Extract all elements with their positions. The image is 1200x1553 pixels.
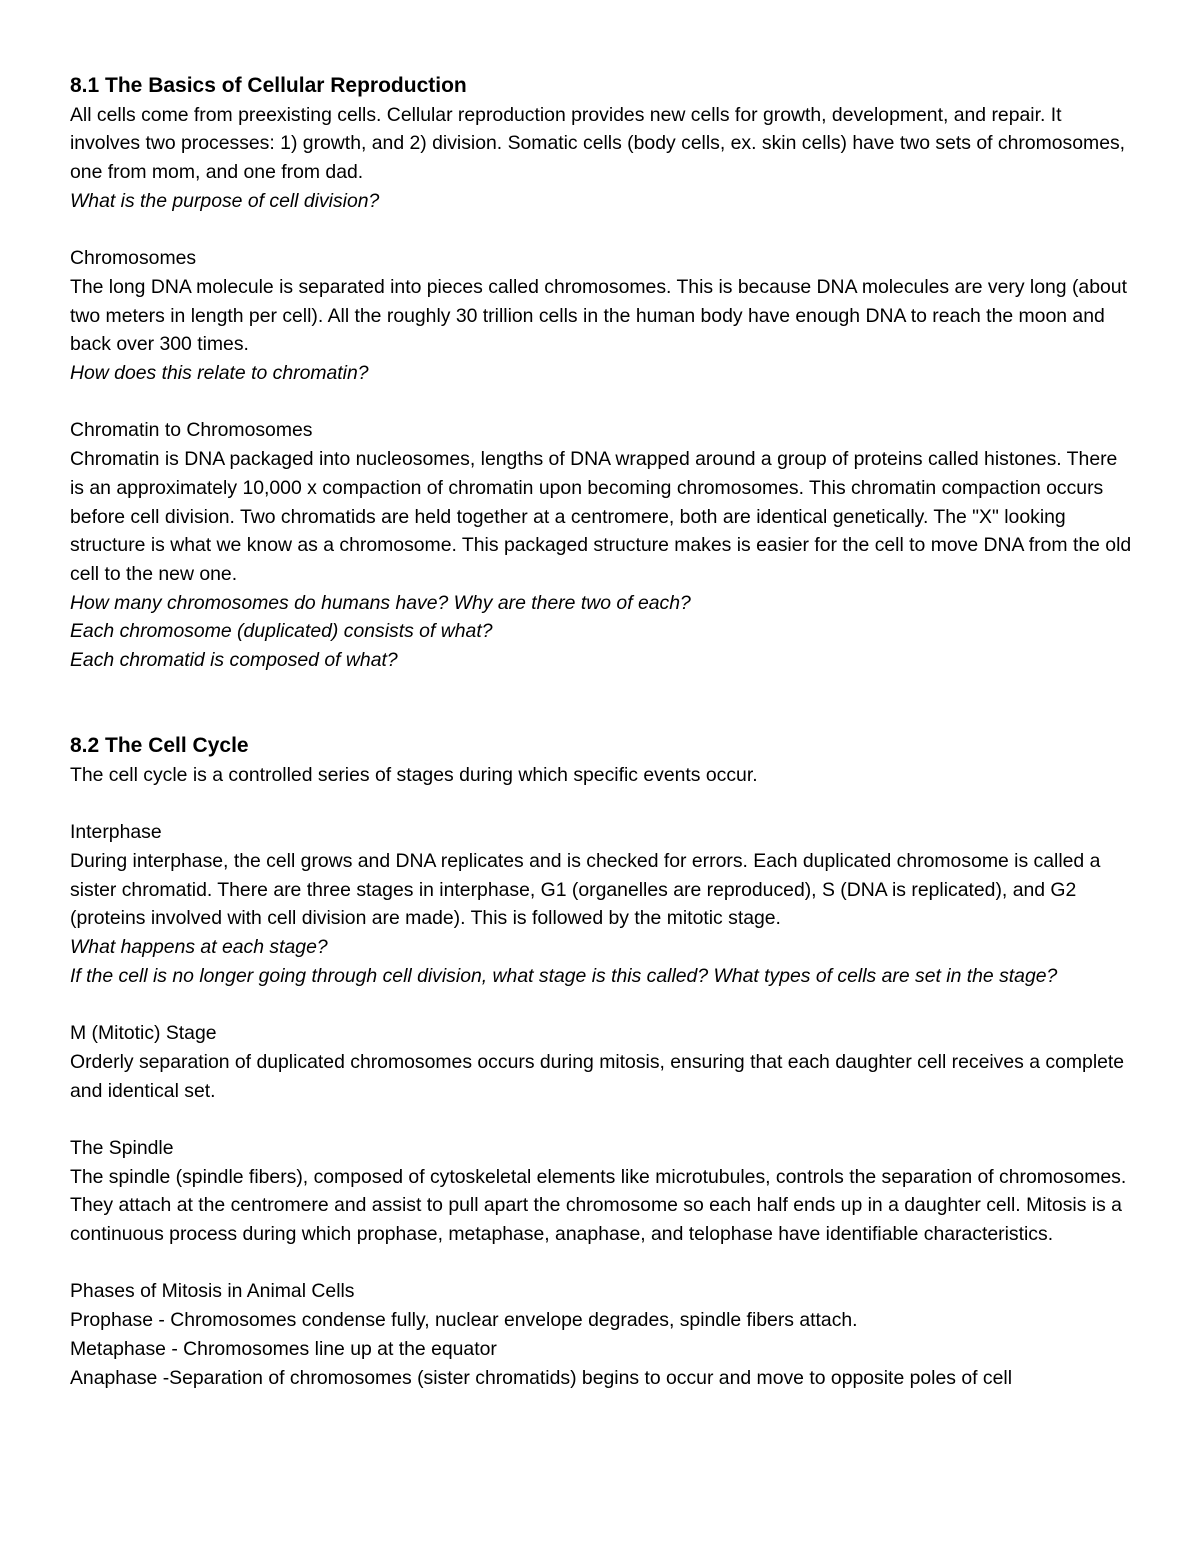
chromatin-question-2: Each chromosome (duplicated) consists of what? [70, 620, 493, 643]
phase-prophase: Prophase - Chromosomes condense fully, nuclear envelope degrades, spindle fibers attach. [70, 1309, 858, 1332]
chromatin-question-3: Each chromatid is composed of what? [70, 649, 398, 672]
chromatin-question-1: How many chromosomes do humans have? Why are there two of each? [70, 591, 691, 614]
chromosomes-body: The long DNA molecule is separated into pieces called chromosomes. This is because DNA molecules are very long (about two meters in length per cell). All the roughly 30 trillion cells in the human body have enough DNA to reach the moon and back over 300 times. [70, 275, 1127, 356]
spacer [70, 1249, 1135, 1278]
interphase-body: During interphase, the cell grows and DNA replicates and is checked for errors. Each duplicated chromosome is called a sister chromatid. There are three stages in interphase, G1 (organelles are reproduced), S (DNA is replicated), and G2 (proteins involved with cell division are made). This is followed by the mitotic stage. [70, 849, 1101, 930]
section-8-1-question: What is the purpose of cell division? [70, 189, 380, 212]
chromatin-heading: Chromatin to Chromosomes [70, 419, 313, 442]
mitotic-body: Orderly separation of duplicated chromosomes occurs during mitosis, ensuring that each daughter cell receives a complete and identical set. [70, 1050, 1125, 1102]
mitotic-heading: M (Mitotic) Stage [70, 1022, 217, 1045]
interphase-question-2: If the cell is no longer going through cell division, what stage is this called? What types of cells are set in the stage? [70, 964, 1058, 987]
spacer [70, 1105, 1135, 1134]
spindle-body: The spindle (spindle fibers), composed of cytoskeletal elements like microtubules, controls the separation of chromosomes. They attach at the centromere and assist to pull apart the chromosome so each half ends up in a daughter cell. Mitosis is a continuous process during which prophase, metaphase, anaphase, and telophase have identifiable characteristics. [70, 1165, 1127, 1246]
spacer [70, 790, 1135, 819]
spindle-heading: The Spindle [70, 1136, 174, 1159]
phase-metaphase: Metaphase - Chromosomes line up at the equator [70, 1337, 497, 1360]
spacer [70, 388, 1135, 417]
section-8-2-intro: The cell cycle is a controlled series of stages during which specific events occur. [70, 763, 758, 786]
document-page [70, 72, 1135, 1392]
section-8-1-intro: All cells come from preexisting cells. Cellular reproduction provides new cells for growth, development, and repair. It involves two processes: 1) growth, and 2) division. Somatic cells (body cells, ex. skin cells) have two sets of chromosomes, one from mom, and one from dad. [70, 103, 1126, 184]
section-8-2-title: 8.2 The Cell Cycle [70, 734, 249, 758]
spacer [70, 216, 1135, 245]
chromosomes-heading: Chromosomes [70, 247, 197, 270]
section-8-1-title: 8.1 The Basics of Cellular Reproduction [70, 74, 467, 97]
interphase-heading: Interphase [70, 821, 162, 844]
spacer [70, 675, 1135, 732]
chromatin-body: Chromatin is DNA packaged into nucleosomes, lengths of DNA wrapped around a group of proteins called histones. There is an approximately 10,000 x compaction of chromatin upon becoming chromosomes. This chromatin compaction occurs before cell division. Two chromatids are held together at a centromere, both are identical genetically. The "X" looking structure is what we know as a chromosome. This packaged structure makes is easier for the cell to move DNA from the old cell to the new one. [70, 448, 1132, 585]
spacer [70, 990, 1135, 1019]
phase-anaphase: Anaphase -Separation of chromosomes (sister chromatids) begins to occur and move to opposite poles of cell [70, 1366, 1013, 1389]
phases-heading: Phases of Mitosis in Animal Cells [70, 1280, 355, 1303]
chromosomes-question: How does this relate to chromatin? [70, 362, 369, 385]
interphase-question-1: What happens at each stage? [70, 936, 328, 959]
